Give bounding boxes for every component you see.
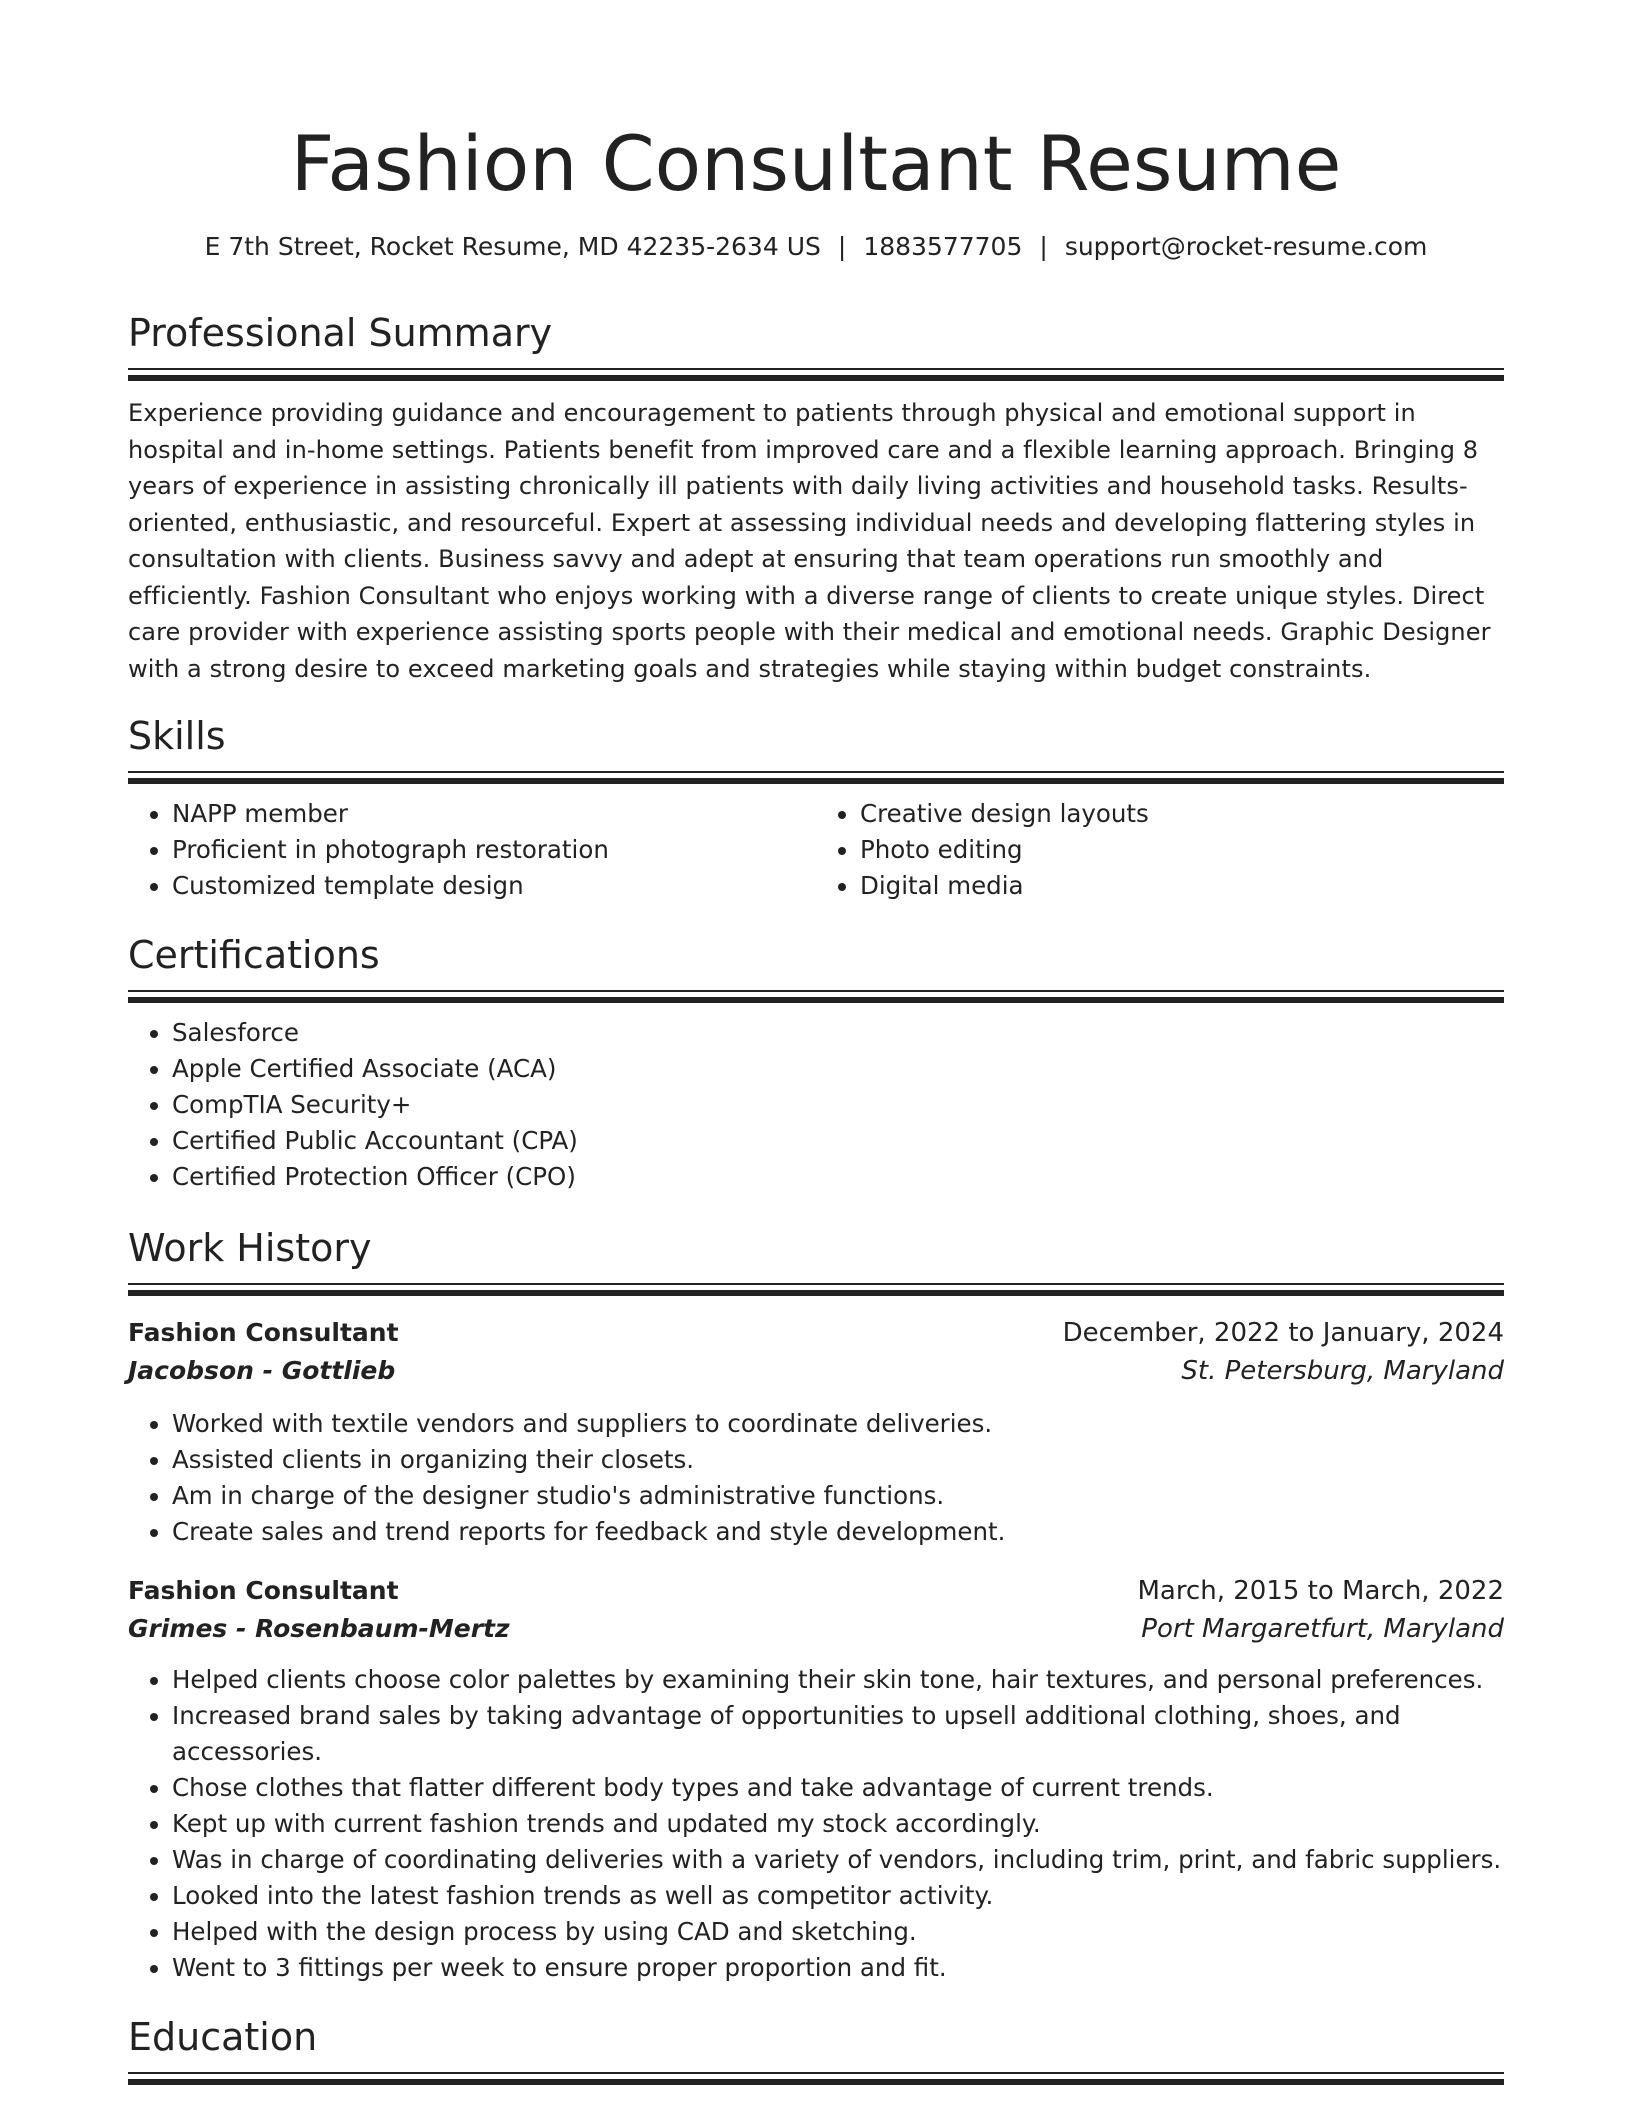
- contact-address: E 7th Street, Rocket Resume, MD 42235-2634 US: [204, 232, 821, 261]
- skill-item: • NAPP member: [172, 796, 816, 832]
- job-bullet: • Assisted clients in organizing their closets.: [172, 1442, 1504, 1478]
- section-divider: [128, 1283, 1504, 1296]
- job-dates: December, 2022 to January, 2024: [1062, 1318, 1504, 1348]
- certification-item: • CompTIA Security+: [172, 1087, 1504, 1123]
- skills-heading: Skills: [128, 714, 226, 758]
- contact-email[interactable]: support@rocket-resume.com: [1064, 232, 1428, 261]
- certification-item: • Certified Public Accountant (CPA): [172, 1123, 1504, 1159]
- skill-item: • Customized template design: [172, 868, 816, 904]
- contact-phone: 1883577705: [863, 232, 1023, 261]
- job-company: Grimes - Rosenbaum-Mertz: [128, 1614, 510, 1643]
- resume-page: [128, 0, 1504, 2085]
- summary-section: [128, 311, 1504, 687]
- contact-separator: |: [1039, 232, 1048, 261]
- section-divider: [128, 990, 1504, 1003]
- skills-columns: [128, 796, 1504, 904]
- certification-item: • Certified Protection Officer (CPO): [172, 1159, 1504, 1195]
- job-subheader: [128, 1610, 1504, 1648]
- job-title: Fashion Consultant: [128, 1576, 399, 1605]
- job-company: Jacobson - Gottlieb: [128, 1356, 396, 1385]
- job-bullet: • Looked into the latest fashion trends as well as competitor activity.: [172, 1878, 1504, 1914]
- job-bullet: • Increased brand sales by taking advantage of opportunities to upsell additional clothing, shoes, and accessories.: [172, 1698, 1504, 1770]
- job-entry: [128, 1314, 1504, 1550]
- skills-list-right: [816, 796, 1504, 904]
- job-bullet: • Create sales and trend reports for feedback and style development.: [172, 1514, 1504, 1550]
- certification-item: • Apple Certified Associate (ACA): [172, 1051, 1504, 1087]
- skills-section: [128, 714, 1504, 904]
- certification-item: • Salesforce: [172, 1015, 1504, 1051]
- certifications-heading: Certifications: [128, 933, 380, 977]
- job-bullet: • Kept up with current fashion trends and updated my stock accordingly.: [172, 1806, 1504, 1842]
- summary-text: Experience providing guidance and encouragement to patients through physical and emotional support in hospital and in-home settings. Patients benefit from improved care and a flexible learning approach. Bringing 8 years of experience in assisting chronically ill patients with daily living activities and household tasks. Results-oriented, enthusiastic, and resourceful. Expert at assessing individual needs and developing flattering styles in consultation with clients. Business savvy and adept at ensuring that team operations run smoothly and efficiently. Fashion Consultant who enjoys working with a diverse range of clients to create unique styles. Direct care provider with experience assisting sports people with their medical and emotional needs. Graphic Designer with a strong desire to exceed marketing goals and strategies while staying within budget constraints.: [128, 399, 1491, 683]
- section-divider: [128, 368, 1504, 381]
- job-bullet: • Went to 3 fittings per week to ensure proper proportion and fit.: [172, 1950, 1504, 1986]
- job-entry: [128, 1572, 1504, 1986]
- resume-title: Fashion Consultant Resume: [290, 119, 1342, 208]
- education-heading: Education: [128, 2015, 318, 2059]
- section-divider: [128, 2072, 1504, 2085]
- job-bullet: • Helped with the design process by using CAD and sketching.: [172, 1914, 1504, 1950]
- summary-heading: Professional Summary: [128, 311, 553, 355]
- job-dates: March, 2015 to March, 2022: [1137, 1576, 1504, 1606]
- skill-item: • Photo editing: [860, 832, 1504, 868]
- job-bullet: • Helped clients choose color palettes by examining their skin tone, hair textures, and personal preferences.: [172, 1662, 1504, 1698]
- job-title: Fashion Consultant: [128, 1318, 399, 1347]
- skills-list-left: [128, 796, 816, 904]
- job-bullets: [128, 1662, 1504, 1986]
- job-location: Port Margaretfurt, Maryland: [1141, 1614, 1504, 1644]
- job-header: [128, 1572, 1504, 1610]
- job-location: St. Petersburg, Maryland: [1181, 1356, 1504, 1386]
- skill-item: • Proficient in photograph restoration: [172, 832, 816, 868]
- work-heading: Work History: [128, 1226, 372, 1270]
- job-header: [128, 1314, 1504, 1352]
- certifications-section: [128, 933, 1504, 1195]
- job-subheader: [128, 1352, 1504, 1390]
- education-section: [128, 2015, 1504, 2085]
- job-bullet: • Am in charge of the designer studio's administrative functions.: [172, 1478, 1504, 1514]
- skill-item: • Creative design layouts: [860, 796, 1504, 832]
- contact-line: [128, 234, 1504, 259]
- job-bullet: • Was in charge of coordinating deliveries with a variety of vendors, including trim, print, and fabric suppliers.: [172, 1842, 1504, 1878]
- work-section: [128, 1226, 1504, 1986]
- certifications-list: [128, 1015, 1504, 1195]
- job-bullet: • Worked with textile vendors and suppliers to coordinate deliveries.: [172, 1406, 1504, 1442]
- job-bullet: • Chose clothes that flatter different body types and take advantage of current trends.: [172, 1770, 1504, 1806]
- job-bullets: [128, 1406, 1504, 1550]
- contact-separator: |: [837, 232, 847, 261]
- section-divider: [128, 771, 1504, 784]
- skill-item: • Digital media: [860, 868, 1504, 904]
